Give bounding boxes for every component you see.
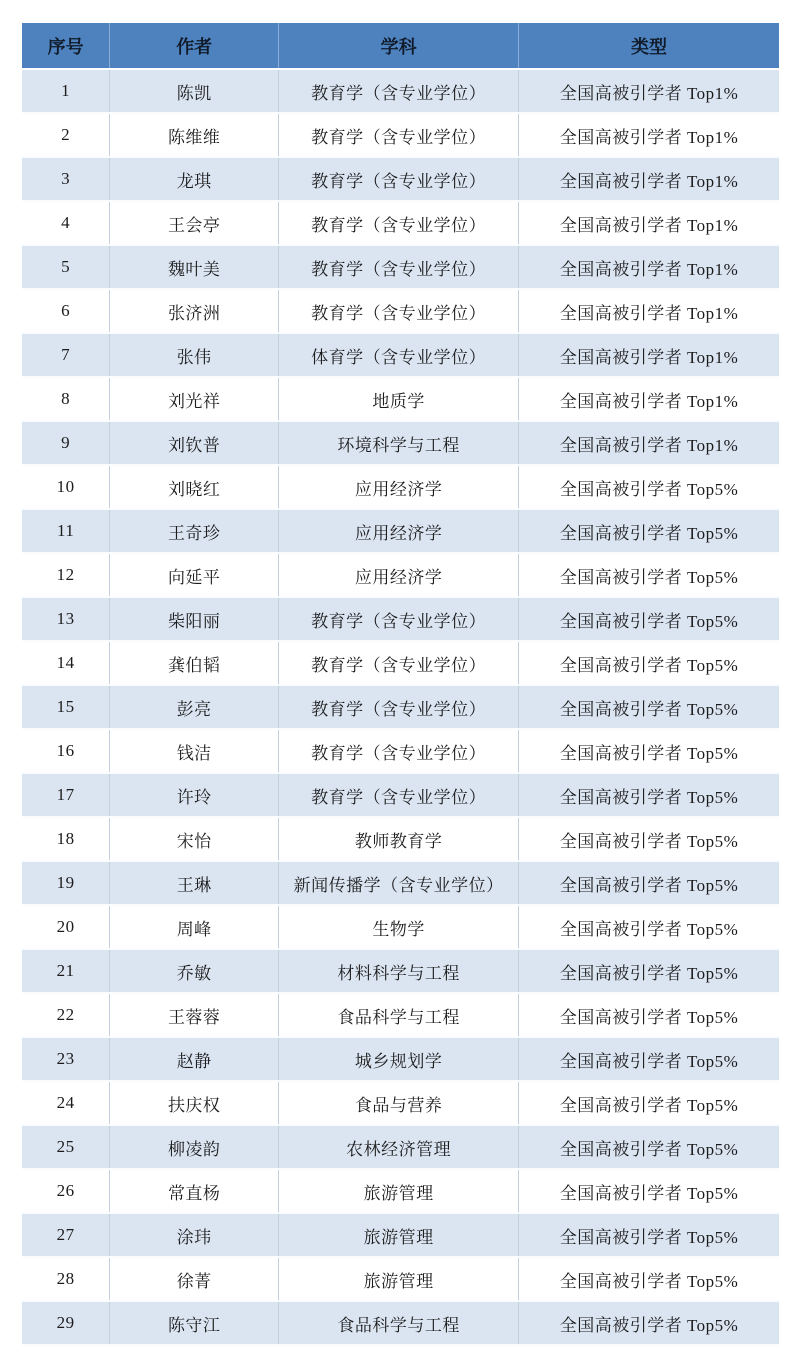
table-row xyxy=(22,377,779,421)
header-row xyxy=(22,23,779,69)
cell-author: 王会亭 xyxy=(110,201,279,245)
cell-author: 柳凌韵 xyxy=(110,1125,279,1169)
cell-author: 扶庆权 xyxy=(110,1081,279,1125)
cell-author: 钱洁 xyxy=(110,729,279,773)
cell-discipline: 城乡规划学 xyxy=(279,1037,519,1081)
cell-index: 1 xyxy=(22,69,110,113)
cell-type: 全国高被引学者 Top1% xyxy=(519,333,779,377)
cell-type: 全国高被引学者 Top5% xyxy=(519,817,779,861)
cell-type: 全国高被引学者 Top5% xyxy=(519,729,779,773)
highly-cited-scholars-table xyxy=(22,23,779,1346)
cell-type: 全国高被引学者 Top5% xyxy=(519,553,779,597)
cell-author: 刘光祥 xyxy=(110,377,279,421)
cell-index: 2 xyxy=(22,113,110,157)
table-row xyxy=(22,1169,779,1213)
cell-discipline: 环境科学与工程 xyxy=(279,421,519,465)
cell-discipline: 生物学 xyxy=(279,905,519,949)
cell-index: 27 xyxy=(22,1213,110,1257)
table-row xyxy=(22,157,779,201)
cell-index: 4 xyxy=(22,201,110,245)
cell-index: 29 xyxy=(22,1301,110,1345)
cell-index: 19 xyxy=(22,861,110,905)
cell-discipline: 应用经济学 xyxy=(279,465,519,509)
table-row xyxy=(22,1125,779,1169)
cell-index: 14 xyxy=(22,641,110,685)
column-header-author: 作者 xyxy=(110,23,279,69)
cell-author: 王琳 xyxy=(110,861,279,905)
table-row xyxy=(22,729,779,773)
table-row xyxy=(22,949,779,993)
table-row xyxy=(22,201,779,245)
cell-index: 17 xyxy=(22,773,110,817)
cell-author: 陈凯 xyxy=(110,69,279,113)
cell-author: 宋怡 xyxy=(110,817,279,861)
cell-index: 10 xyxy=(22,465,110,509)
cell-index: 21 xyxy=(22,949,110,993)
cell-type: 全国高被引学者 Top1% xyxy=(519,69,779,113)
cell-discipline: 食品科学与工程 xyxy=(279,993,519,1037)
cell-discipline: 食品科学与工程 xyxy=(279,1301,519,1345)
table-row xyxy=(22,641,779,685)
cell-discipline: 教育学（含专业学位） xyxy=(279,597,519,641)
cell-index: 11 xyxy=(22,509,110,553)
cell-type: 全国高被引学者 Top5% xyxy=(519,509,779,553)
cell-author: 龙琪 xyxy=(110,157,279,201)
cell-author: 许玲 xyxy=(110,773,279,817)
cell-type: 全国高被引学者 Top1% xyxy=(519,421,779,465)
cell-index: 15 xyxy=(22,685,110,729)
cell-type: 全国高被引学者 Top5% xyxy=(519,993,779,1037)
cell-index: 23 xyxy=(22,1037,110,1081)
cell-type: 全国高被引学者 Top1% xyxy=(519,377,779,421)
cell-type: 全国高被引学者 Top5% xyxy=(519,1125,779,1169)
cell-index: 5 xyxy=(22,245,110,289)
cell-type: 全国高被引学者 Top5% xyxy=(519,1081,779,1125)
cell-index: 8 xyxy=(22,377,110,421)
cell-discipline: 食品与营养 xyxy=(279,1081,519,1125)
cell-author: 柴阳丽 xyxy=(110,597,279,641)
table-row xyxy=(22,861,779,905)
cell-discipline: 教育学（含专业学位） xyxy=(279,157,519,201)
cell-author: 张伟 xyxy=(110,333,279,377)
cell-author: 赵静 xyxy=(110,1037,279,1081)
cell-type: 全国高被引学者 Top5% xyxy=(519,465,779,509)
table-body xyxy=(22,69,779,1345)
cell-author: 魏叶美 xyxy=(110,245,279,289)
cell-discipline: 教育学（含专业学位） xyxy=(279,729,519,773)
table-row xyxy=(22,245,779,289)
table-row xyxy=(22,1257,779,1301)
table-row xyxy=(22,421,779,465)
cell-discipline: 旅游管理 xyxy=(279,1213,519,1257)
cell-index: 6 xyxy=(22,289,110,333)
column-header-type: 类型 xyxy=(519,23,779,69)
cell-discipline: 农林经济管理 xyxy=(279,1125,519,1169)
cell-index: 13 xyxy=(22,597,110,641)
table-row xyxy=(22,1037,779,1081)
cell-author: 刘钦普 xyxy=(110,421,279,465)
cell-type: 全国高被引学者 Top5% xyxy=(519,1301,779,1345)
cell-author: 向延平 xyxy=(110,553,279,597)
cell-discipline: 教育学（含专业学位） xyxy=(279,113,519,157)
cell-discipline: 地质学 xyxy=(279,377,519,421)
cell-index: 24 xyxy=(22,1081,110,1125)
column-header-index: 序号 xyxy=(22,23,110,69)
cell-index: 25 xyxy=(22,1125,110,1169)
cell-discipline: 教育学（含专业学位） xyxy=(279,685,519,729)
cell-author: 陈守江 xyxy=(110,1301,279,1345)
table-row xyxy=(22,817,779,861)
cell-type: 全国高被引学者 Top5% xyxy=(519,1257,779,1301)
cell-index: 28 xyxy=(22,1257,110,1301)
table-row xyxy=(22,289,779,333)
cell-index: 12 xyxy=(22,553,110,597)
scholar-table-container xyxy=(22,23,779,1346)
cell-type: 全国高被引学者 Top1% xyxy=(519,289,779,333)
cell-author: 涂玮 xyxy=(110,1213,279,1257)
cell-type: 全国高被引学者 Top5% xyxy=(519,685,779,729)
cell-discipline: 新闻传播学（含专业学位） xyxy=(279,861,519,905)
table-row xyxy=(22,509,779,553)
cell-type: 全国高被引学者 Top1% xyxy=(519,157,779,201)
cell-discipline: 教育学（含专业学位） xyxy=(279,245,519,289)
cell-type: 全国高被引学者 Top5% xyxy=(519,597,779,641)
cell-type: 全国高被引学者 Top5% xyxy=(519,1037,779,1081)
cell-discipline: 教育学（含专业学位） xyxy=(279,201,519,245)
cell-index: 26 xyxy=(22,1169,110,1213)
cell-author: 周峰 xyxy=(110,905,279,949)
table-row xyxy=(22,597,779,641)
cell-author: 陈维维 xyxy=(110,113,279,157)
cell-type: 全国高被引学者 Top5% xyxy=(519,949,779,993)
cell-index: 7 xyxy=(22,333,110,377)
cell-type: 全国高被引学者 Top1% xyxy=(519,245,779,289)
table-row xyxy=(22,553,779,597)
cell-discipline: 应用经济学 xyxy=(279,509,519,553)
cell-index: 18 xyxy=(22,817,110,861)
table-row xyxy=(22,113,779,157)
cell-author: 刘晓红 xyxy=(110,465,279,509)
table-row xyxy=(22,905,779,949)
table-row xyxy=(22,465,779,509)
cell-discipline: 教育学（含专业学位） xyxy=(279,773,519,817)
cell-type: 全国高被引学者 Top5% xyxy=(519,861,779,905)
cell-discipline: 教师教育学 xyxy=(279,817,519,861)
cell-discipline: 教育学（含专业学位） xyxy=(279,289,519,333)
cell-discipline: 应用经济学 xyxy=(279,553,519,597)
table-header xyxy=(22,23,779,69)
cell-index: 16 xyxy=(22,729,110,773)
cell-discipline: 旅游管理 xyxy=(279,1169,519,1213)
table-row xyxy=(22,333,779,377)
cell-discipline: 教育学（含专业学位） xyxy=(279,69,519,113)
cell-type: 全国高被引学者 Top5% xyxy=(519,1169,779,1213)
cell-index: 20 xyxy=(22,905,110,949)
cell-type: 全国高被引学者 Top5% xyxy=(519,641,779,685)
cell-author: 龚伯韬 xyxy=(110,641,279,685)
table-row xyxy=(22,69,779,113)
table-row xyxy=(22,1213,779,1257)
table-row xyxy=(22,685,779,729)
cell-author: 常直杨 xyxy=(110,1169,279,1213)
cell-index: 3 xyxy=(22,157,110,201)
table-row xyxy=(22,773,779,817)
cell-author: 徐菁 xyxy=(110,1257,279,1301)
cell-discipline: 材料科学与工程 xyxy=(279,949,519,993)
cell-author: 王奇珍 xyxy=(110,509,279,553)
cell-author: 王蓉蓉 xyxy=(110,993,279,1037)
cell-index: 22 xyxy=(22,993,110,1037)
cell-type: 全国高被引学者 Top5% xyxy=(519,905,779,949)
column-header-discipline: 学科 xyxy=(279,23,519,69)
cell-author: 张济洲 xyxy=(110,289,279,333)
table-row xyxy=(22,1301,779,1345)
cell-type: 全国高被引学者 Top5% xyxy=(519,1213,779,1257)
cell-type: 全国高被引学者 Top1% xyxy=(519,113,779,157)
cell-type: 全国高被引学者 Top5% xyxy=(519,773,779,817)
cell-discipline: 体育学（含专业学位） xyxy=(279,333,519,377)
cell-author: 乔敏 xyxy=(110,949,279,993)
cell-discipline: 旅游管理 xyxy=(279,1257,519,1301)
cell-author: 彭亮 xyxy=(110,685,279,729)
cell-discipline: 教育学（含专业学位） xyxy=(279,641,519,685)
cell-type: 全国高被引学者 Top1% xyxy=(519,201,779,245)
table-row xyxy=(22,1081,779,1125)
cell-index: 9 xyxy=(22,421,110,465)
table-row xyxy=(22,993,779,1037)
